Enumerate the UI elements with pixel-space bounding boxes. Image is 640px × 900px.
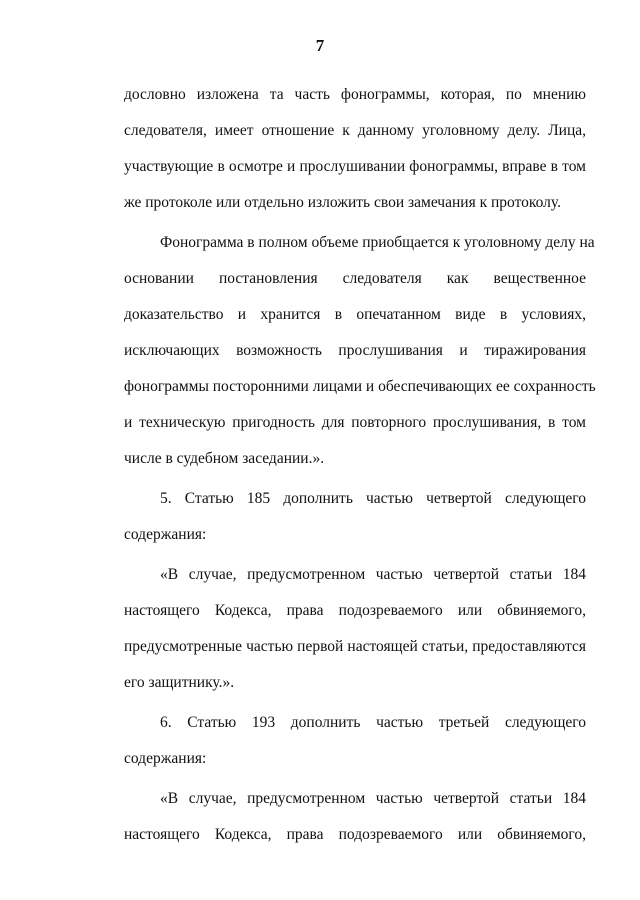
text-line: числе в судебном заседании.». bbox=[124, 450, 325, 467]
text-line: дословно изложена та часть фонограммы, которая, по мнению bbox=[124, 86, 586, 103]
paragraph-first-line: Фонограмма в полном объеме приобщается к уголовному делу на bbox=[160, 234, 595, 251]
text-line: основании постановления следователя как вещественное bbox=[124, 270, 586, 287]
quoted-paragraph-first-line: «В случае, предусмотренном частью четвертой статьи 184 bbox=[160, 566, 586, 583]
document-body bbox=[124, 85, 596, 861]
text-line: и техническую пригодность для повторного прослушивания, в том bbox=[124, 414, 586, 431]
page-number: 7 bbox=[315, 36, 325, 55]
item-5-heading: 5. Статью 185 дополнить частью четвертой следующего bbox=[160, 490, 586, 507]
text-line: исключающих возможность прослушивания и тиражирования bbox=[124, 342, 586, 359]
quoted-paragraph-first-line: «В случае, предусмотренном частью четвертой статьи 184 bbox=[160, 790, 586, 807]
text-line: содержания: bbox=[124, 526, 207, 543]
text-line: предусмотренные частью первой настоящей статьи, предоставляются bbox=[124, 638, 586, 655]
text-line: его защитнику.». bbox=[124, 674, 235, 691]
text-line: настоящего Кодекса, права подозреваемого или обвиняемого, bbox=[124, 602, 586, 619]
text-line: участвующие в осмотре и прослушивании фонограммы, вправе в том bbox=[124, 158, 586, 175]
text-line: содержания: bbox=[124, 750, 207, 767]
text-line: следователя, имеет отношение к данному уголовному делу. Лица, bbox=[124, 122, 586, 139]
item-6-heading: 6. Статью 193 дополнить частью третьей следующего bbox=[160, 714, 586, 731]
text-line: же протоколе или отдельно изложить свои замечания к протоколу. bbox=[124, 194, 561, 211]
text-line: фонограммы посторонними лицами и обеспечивающих ее сохранность bbox=[124, 378, 596, 395]
text-line: настоящего Кодекса, права подозреваемого или обвиняемого, bbox=[124, 826, 586, 843]
text-line: доказательство и хранится в опечатанном виде в условиях, bbox=[124, 306, 586, 323]
